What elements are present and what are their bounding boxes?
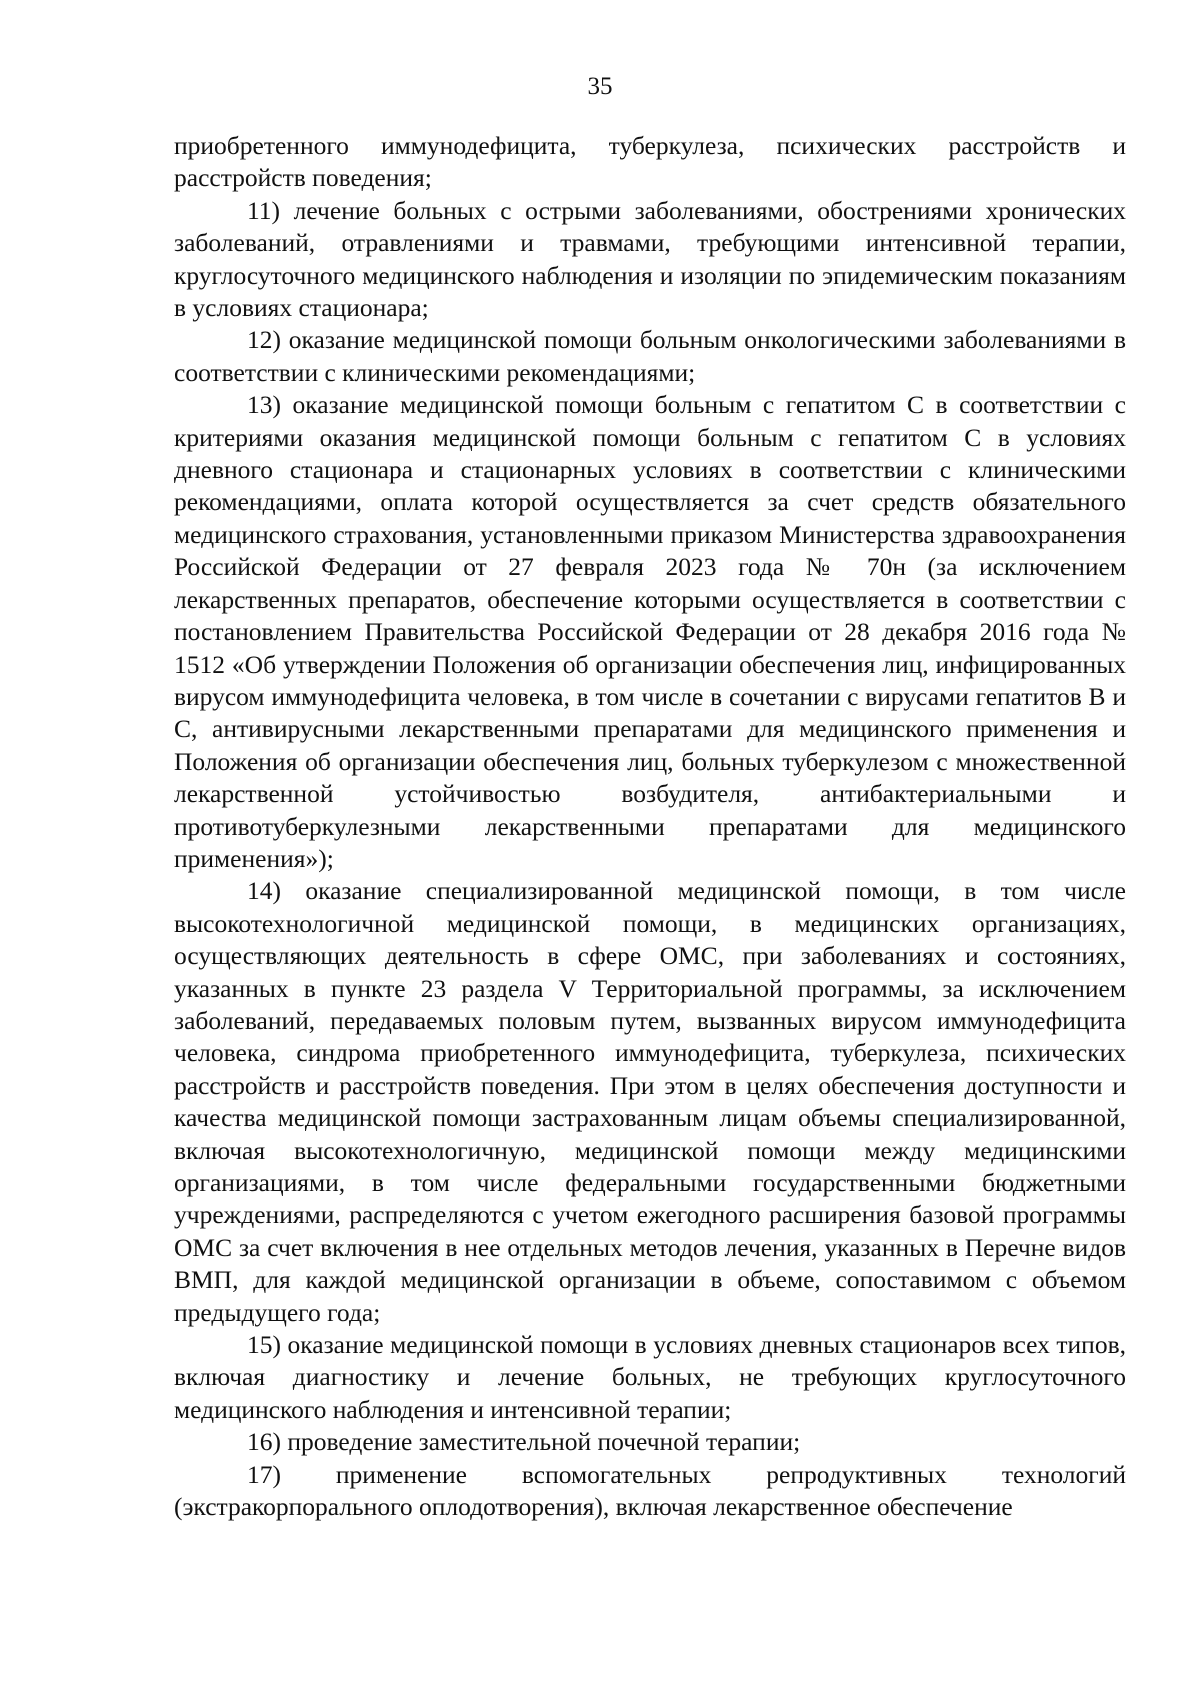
paragraph-item-13: 13) оказание медицинской помощи больным с гепатитом С в соответствии с критериями оказания медицинской помощи больным с гепатитом С в условиях дневного стационара и стационарных условиях в соответствии с клиническими рекомендациями, оплата которой осуществляется за счет средств обязательного медицинского страхования, установленными приказом Министерства здравоохранения Российской Федерации от 27 февраля 2023 года № 70н (за исключением лекарственных препаратов, обеспечение которыми осуществляется в соответствии с постановлением Правительства Российской Федерации от 28 декабря 2016 года № 1512 «Об утверждении Положения об организации обеспечения лиц, инфицированных вирусом иммунодефицита человека, в том числе в сочетании с вирусами гепатитов B и C, антивирусными лекарственными препаратами для медицинского применения и Положения об организации обеспечения лиц, больных туберкулезом с множественной лекарственной устойчивостью возбудителя, антибактериальными и противотуберкулезными лекарственными препаратами для медицинского применения»); bbox=[174, 390, 1126, 873]
paragraph-item-15: 15) оказание медицинской помощи в условиях дневных стационаров всех типов, включая диагностику и лечение больных, не требующих круглосуточного медицинского наблюдения и интенсивной терапии; bbox=[174, 1330, 1126, 1424]
paragraph-item-16: 16) проведение заместительной почечной терапии; bbox=[247, 1427, 801, 1457]
paragraph-item-14: 14) оказание специализированной медицинской помощи, в том числе высокотехнологичной медицинской помощи, в медицинских организациях, осуществляющих деятельность в сфере ОМС, при заболеваниях и состояниях, указанных в пункте 23 раздела V Территориальной программы, за исключением заболеваний, передаваемых половым путем, вызванных вирусом иммунодефицита человека, синдрома приобретенного иммунодефицита, туберкулеза, психических расстройств и расстройств поведения. При этом в целях обеспечения доступности и качества медицинской помощи застрахованным лицам объемы специализированной, включая высокотехнологичную, медицинской помощи между медицинскими организациями, в том числе федеральными государственными бюджетными учреждениями, распределяются с учетом ежегодного расширения базовой программы ОМС за счет включения в нее отдельных методов лечения, указанных в Перечне видов ВМП, для каждой медицинской организации в объеме, сопоставимом с объемом предыдущего года; bbox=[174, 876, 1126, 1327]
paragraph-item-12: 12) оказание медицинской помощи больным онкологическими заболеваниями в соответствии с клиническими рекомендациями; bbox=[174, 325, 1126, 387]
document-body bbox=[174, 130, 1126, 1523]
paragraph-continuation: приобретенного иммунодефицита, туберкулеза, психических расстройств и расстройств поведения; bbox=[174, 131, 1126, 193]
page-number: 35 bbox=[587, 73, 613, 100]
paragraph-item-17: 17) применение вспомогательных репродуктивных технологий (экстракорпорального оплодотворения), включая лекарственное обеспечение bbox=[174, 1459, 1126, 1522]
paragraph-item-11: 11) лечение больных с острыми заболеваниями, обострениями хронических заболеваний, отравлениями и травмами, требующими интенсивной терапии, круглосуточного медицинского наблюдения и изоляции по эпидемическим показаниям в условиях стационара; bbox=[174, 195, 1126, 323]
